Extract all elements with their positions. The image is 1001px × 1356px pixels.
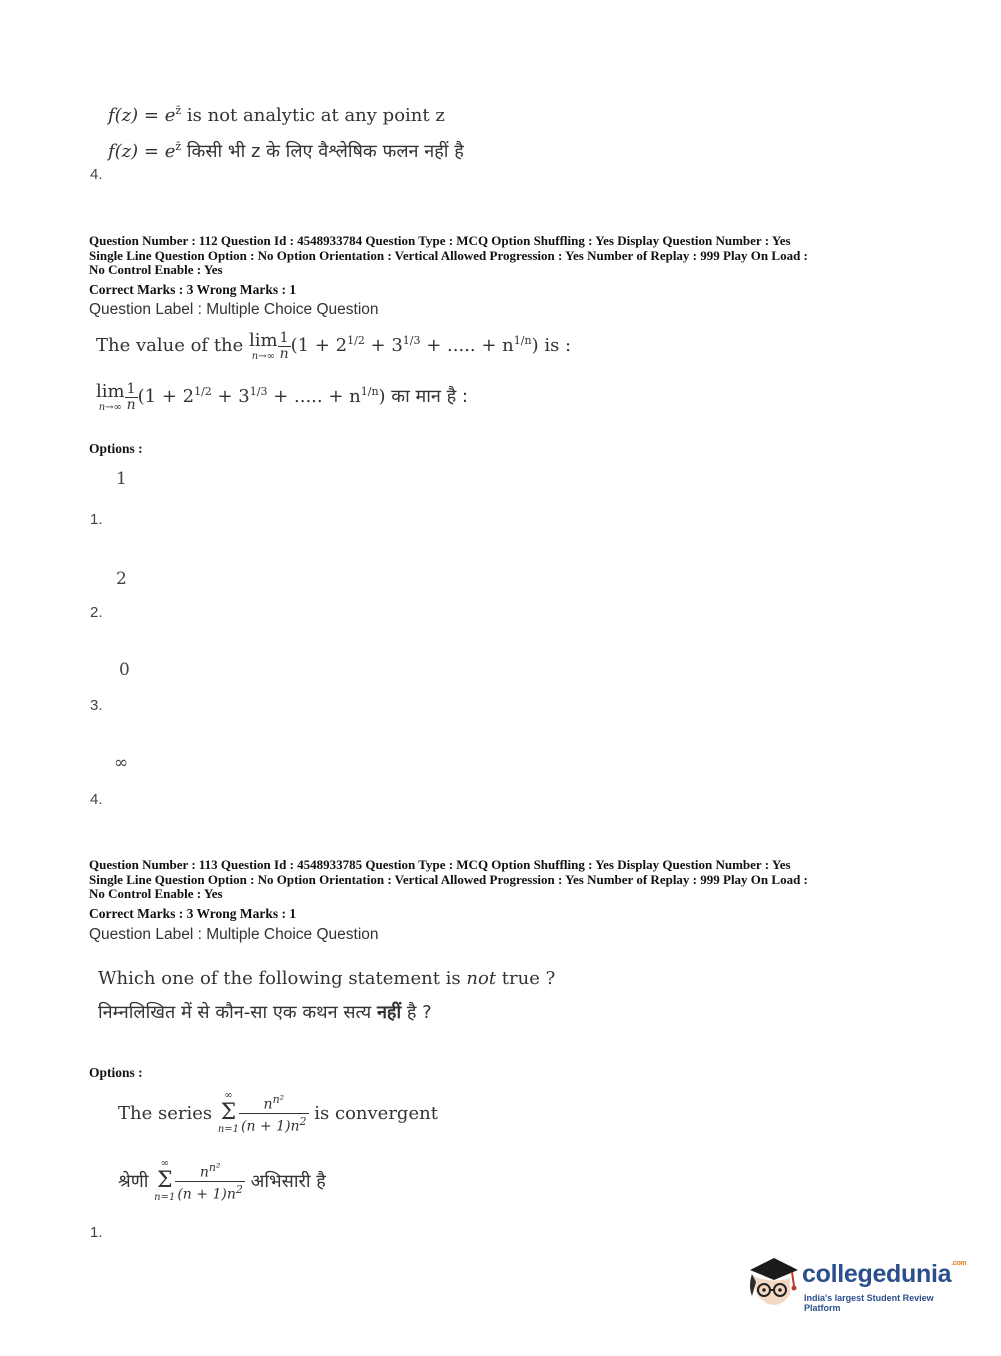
q113-meta: Question Number : 113 Question Id : 4548933785 Question Type : MCQ Option Shuffling : Yes Display Question Number : Yes Single Line Question Option : No Option Orientation : Vertical Allowed Progression : Yes Number of Replay : 999 Play On Load : No Control Enable : Yes: [89, 857, 808, 901]
collegedunia-logo: [742, 1250, 972, 1320]
brand-name: collegedunia$^{.com}$: [802, 1260, 967, 1288]
q112-marks: Correct Marks : 3 Wrong Marks : 1: [89, 282, 297, 297]
prev-option-en: $f(z) = e^{z̄}$ is not analytic at any point z: [108, 104, 445, 126]
q113-option-1-hi: श्रेणी ∞ Σ n=1 $\frac{n^{n^2}}{(n + 1)n^2}$ अभिसारी है: [118, 1158, 326, 1203]
q112-option-2-value: 2: [116, 569, 127, 589]
q112-stem-en: The value of the lim n→∞ $\frac{1}{n}$ ($1 + 2^{1/2} + 3^{1/3}$ + ..... + $n^{1/n}$) is :: [96, 329, 572, 362]
q112-option-1-number: 1.: [90, 511, 103, 528]
brand-tagline: India's largest Student Review Platform: [804, 1293, 934, 1313]
q112-option-4-value: ∞: [114, 753, 129, 773]
sum-symbol-hi: ∞ Σ n=1: [154, 1158, 176, 1203]
q112-meta: Question Number : 112 Question Id : 4548933784 Question Type : MCQ Option Shuffling : Yes Display Question Number : Yes Single Line Question Option : No Option Orientation : Vertical Allowed Progression : Yes Number of Replay : 999 Play On Load : No Control Enable : Yes: [89, 233, 808, 277]
q113-options-heading: Options :: [89, 1065, 143, 1080]
q113-stem-en: Which one of the following statement is not true ?: [98, 968, 556, 989]
mascot-icon: [742, 1252, 802, 1312]
q112-options-heading: Options :: [89, 441, 143, 456]
prev-option-hi: $f(z) = e^{z̄}$ किसी भी z के लिए वैश्लेषिक फलन नहीं है: [108, 140, 464, 162]
q113-label: Question Label : Multiple Choice Question: [89, 926, 379, 943]
q112-stem-hi: lim n→∞ $\frac{1}{n}$ ($1 + 2^{1/2} + 3^{1/3}$ + ..... + $n^{1/n}$) का मान है :: [96, 380, 468, 413]
q113-option-1-number: 1.: [90, 1224, 103, 1241]
q112-option-3-value: 0: [119, 660, 130, 680]
q112-label: Question Label : Multiple Choice Question: [89, 301, 379, 318]
prev-option-number: 4.: [90, 166, 103, 183]
q113-marks: Correct Marks : 3 Wrong Marks : 1: [89, 906, 297, 921]
q112-option-4-number: 4.: [90, 791, 103, 808]
q112-option-1-value: 1: [116, 469, 127, 489]
sum-symbol: ∞ Σ n=1: [217, 1090, 240, 1135]
q112-option-2-number: 2.: [90, 604, 103, 621]
q112-option-3-number: 3.: [90, 697, 103, 714]
q113-stem-hi: निम्नलिखित में से कौन-सा एक कथन सत्य नहीं है ?: [98, 1002, 432, 1023]
q113-option-1-en: The series ∞ Σ n=1 $\frac{n^{n^2}}{(n + 1)n^2}$ is convergent: [118, 1090, 438, 1135]
